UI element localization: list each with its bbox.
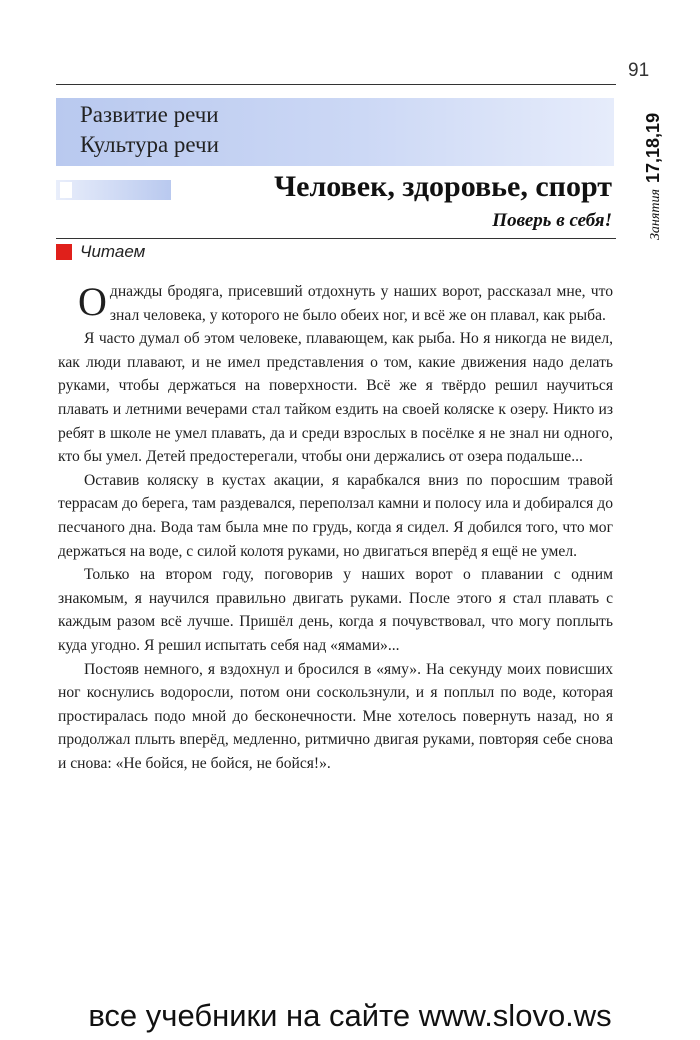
side-label-numbers: 17,18,19 [643,112,663,183]
reading-section-heading [56,242,145,262]
lessons-side-label [643,113,664,240]
drop-cap: О [78,279,107,324]
section-title-speech-development: Развитие речи [80,102,219,127]
footer-caption: все учебники на сайте www.slovo.ws [88,998,612,1033]
title-divider [56,238,616,239]
paragraph: Оставив коляску в кустах акации, я карабкался вниз по поросшим травой террасам до берега, там раздевался, переползал камни и полосу ила и добирался до песчаного дна. Вода там была мне по грудь, когда я сидел. Я добился того, что мог держаться на воде, с силой колотя руками, но двигаться вперёд я ещё не умел. [58,471,613,560]
title-accent-band [56,180,171,200]
paragraph: Постояв немного, я вздохнул и бросился в «яму». На секунду моих повисших ног коснулись водоросли, потом они соскользнули, и я поплыл по воде, которая простиралась подо мной до бесконечности. Мне хотелось повернуть назад, но я продолжал плыть вперёд, медленно, ритмично двигая руками, повторяя себе снова и снова: «Не бойся, не бойся, не бойся!». [58,660,613,772]
side-label-word: Занятия [648,188,663,240]
paragraph-text: днажды бродяга, присевший отдохнуть у наших ворот, рассказал мне, что знал человека, у которого не было обеих ног, и всё же он плавал, как рыба. [109,283,613,324]
section-title-speech-culture: Культура речи [80,132,219,157]
top-divider [56,84,616,85]
reading-label: Читаем [80,242,146,261]
paragraph [58,280,613,327]
lesson-subtitle: Поверь в себя! [492,210,612,231]
paragraph: Я часто думал об этом человеке, плавающем, как рыба. Но я никогда не видел, как люди плавают, и не имел представления о том, какие движения надо делать руками, чтобы держаться на поверхности. Всё же я твёрдо решил научиться плавать и летними вечерами стал тайком ездить на своей коляске к озеру. Никто из ребят в школе не умел плавать, да и среди взрослых в посёлке я не знал ни одного, кто бы умел. Детей предостерегали, чтобы они держались от озера подальше... [58,330,613,466]
page-number: 91 [628,60,650,81]
reading-text-body [58,280,613,775]
paragraph: Только на втором году, поговорив у наших ворот о плавании с одним знакомым, я научился правильно двигать руками. После этого я стал плавать с каждым разом всё лучше. Пришёл день, когда я почувствовал, что могу поплыть куда угодно. Я решил испытать себя над «ямами»... [58,566,613,654]
lesson-title: Человек, здоровье, спорт [274,170,612,203]
red-square-icon [56,244,72,260]
